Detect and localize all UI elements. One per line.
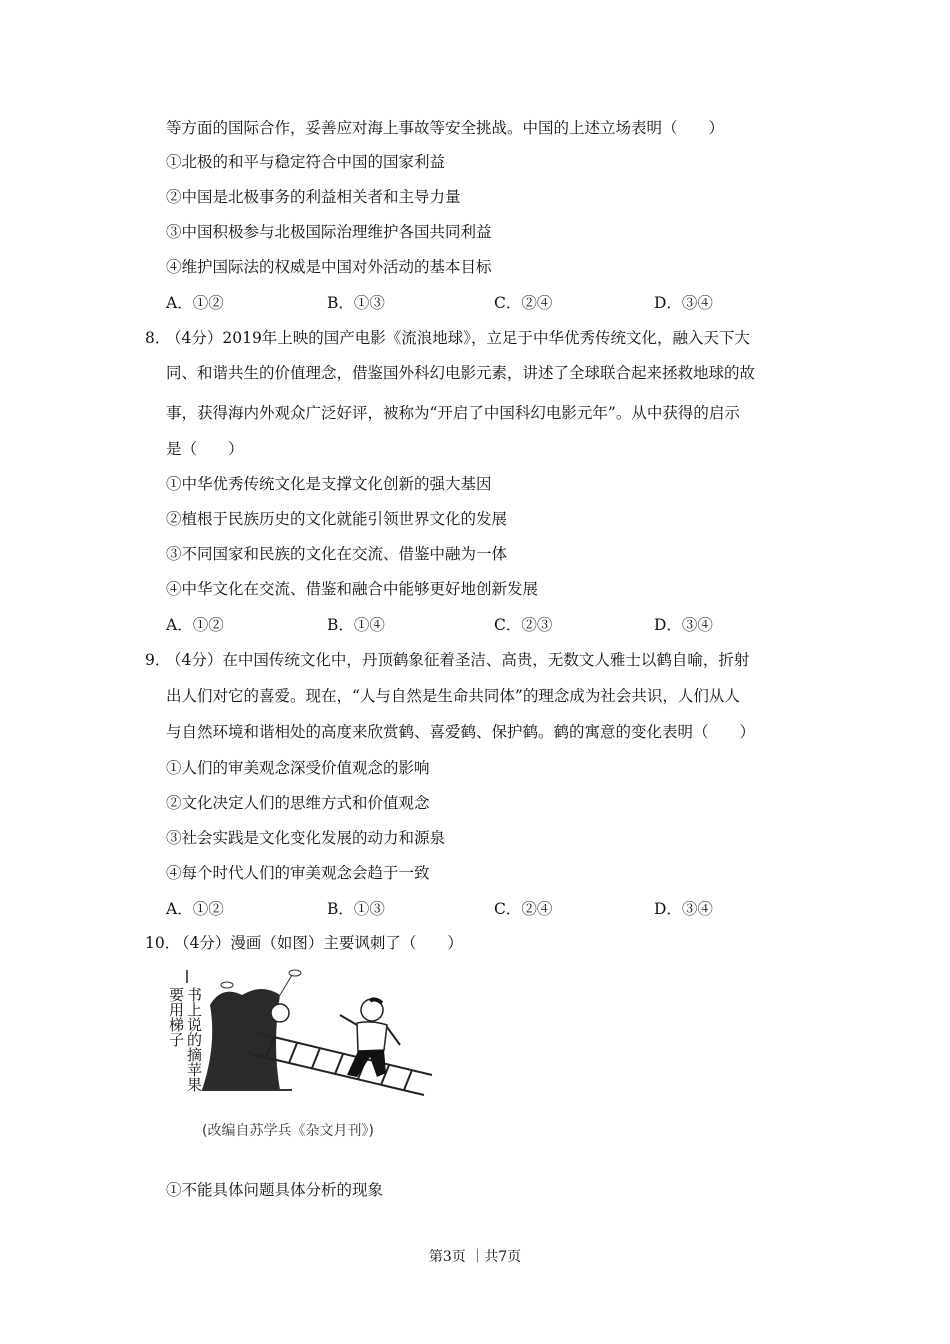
question-text: （4分）2019年上映的国产电影《流浪地球》，立足于中华优秀传统文化，融入天下大	[166, 329, 751, 347]
statement: ①中华优秀传统文化是支撑文化创新的强大基因	[166, 475, 492, 493]
statement: ②文化决定人们的思维方式和价值观念	[166, 794, 430, 812]
question-text: 出人们对它的喜爱。现在，“人与自然是生命共同体”的理念成为社会共识，人们从人	[166, 687, 740, 705]
option-c: C．②④	[494, 294, 553, 312]
statement: ④每个时代人们的审美观念会趋于一致	[166, 864, 430, 882]
question-text: 同、和谐共生的价值理念，借鉴国外科幻电影元素，讲述了全球联合起来拯救地球的故	[166, 364, 756, 382]
question-text: 等方面的国际合作，妥善应对海上事故等安全挑战。中国的上述立场表明（ ）	[166, 119, 725, 137]
question-number: 10．	[145, 934, 181, 952]
question-number: 8．	[145, 329, 171, 347]
statement: ②植根于民族历史的文化就能引领世界文化的发展	[166, 510, 508, 528]
option-a: A．①②	[166, 616, 224, 634]
question-text: 事，获得海内外观众广泛好评，被称为“开启了中国科幻电影元年”。从中获得的启示	[166, 404, 740, 422]
statement: ①北极的和平与稳定符合中国的国家利益	[166, 153, 446, 171]
cartoon-caption-right: 书上说的摘苹果	[185, 987, 203, 1092]
question-text: 是（ ）	[166, 440, 244, 458]
cartoon-drawing	[162, 965, 452, 1115]
statement: ①人们的审美观念深受价值观念的影响	[166, 759, 430, 777]
statement: ①不能具体问题具体分析的现象	[166, 1181, 384, 1199]
option-b: B．①④	[327, 616, 385, 634]
statement: ③社会实践是文化变化发展的动力和源泉	[166, 829, 446, 847]
option-d: D．③④	[654, 900, 713, 918]
cartoon-caption-left: 要用梯子	[167, 987, 185, 1047]
option-b: B．①③	[327, 900, 385, 918]
question-text: 与自然环境和谐相处的高度来欣赏鹤、喜爱鹤、保护鹤。鹤的寓意的变化表明（ ）	[166, 723, 756, 741]
option-a: A．①②	[166, 294, 224, 312]
statement: ④中华文化在交流、借鉴和融合中能够更好地创新发展	[166, 580, 539, 598]
option-c: C．②③	[494, 616, 553, 634]
option-d: D．③④	[654, 616, 713, 634]
question-number: 9．	[145, 651, 171, 669]
page-footer: 第3页 ｜共7页	[428, 1249, 522, 1265]
cartoon-source: (改编自苏学兵《杂文月刊》)	[202, 1123, 374, 1139]
question-text: （4分）在中国传统文化中，丹顶鹤象征着圣洁、高贵，无数文人雅士以鹤自喻，折射	[166, 651, 750, 669]
statement: ③不同国家和民族的文化在交流、借鉴中融为一体	[166, 545, 508, 563]
option-c: C．②④	[494, 900, 553, 918]
statement: ③中国积极参与北极国际治理维护各国共同利益	[166, 223, 492, 241]
cartoon-image	[162, 965, 452, 1145]
question-text: （4分）漫画（如图）主要讽刺了（ ）	[174, 934, 463, 952]
statement: ④维护国际法的权威是中国对外活动的基本目标	[166, 258, 492, 276]
option-a: A．①②	[166, 900, 224, 918]
statement: ②中国是北极事务的利益相关者和主导力量	[166, 188, 461, 206]
option-d: D．③④	[654, 294, 713, 312]
option-b: B．①③	[327, 294, 385, 312]
